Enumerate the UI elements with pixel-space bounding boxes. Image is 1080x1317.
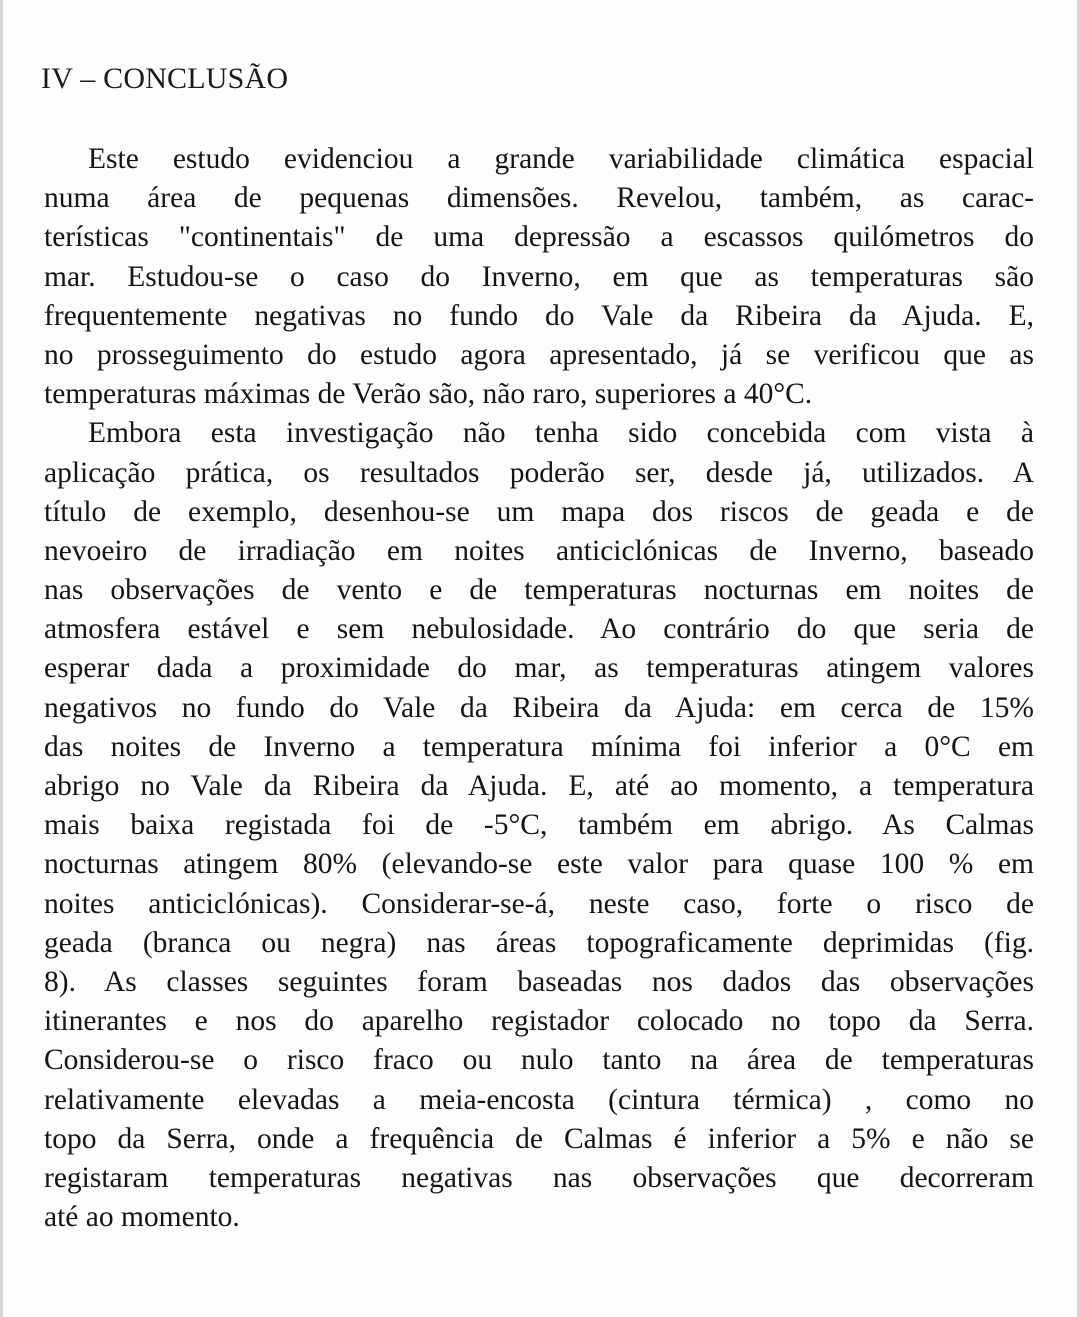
- paragraph: [44, 414, 1034, 1237]
- text-line: no prosseguimento do estudo agora apresentado, já se verificou que as: [44, 338, 1034, 371]
- text-line: título de exemplo, desenhou-se um mapa dos riscos de geada e de: [44, 495, 1034, 528]
- text-line: atmosfera estável e sem nebulosidade. Ao contrário do que seria de: [44, 613, 1034, 646]
- text-line: Este estudo evidenciou a grande variabilidade climática espacial: [88, 143, 1034, 175]
- text-line: terísticas "continentais" de uma depressão a escassos quilómetros do: [44, 221, 1034, 254]
- text-line: frequentemente negativas no fundo do Vale da Ribeira da Ajuda. E,: [44, 299, 1034, 332]
- text-line: geada (branca ou negra) nas áreas topograficamente deprimidas (fig.: [44, 926, 1034, 959]
- text-line: aplicação prática, os resultados poderão ser, desde já, utilizados. A: [44, 456, 1034, 489]
- text-line: das noites de Inverno a temperatura mínima foi inferior a 0°C em: [44, 730, 1034, 763]
- body-text: [44, 140, 1034, 1237]
- text-line: temperaturas máximas de Verão são, não raro, superiores a 40°C.: [44, 378, 813, 411]
- text-line: Considerou-se o risco fraco ou nulo tanto na área de temperaturas: [44, 1044, 1034, 1077]
- text-line: até ao momento.: [44, 1201, 240, 1234]
- text-line: itinerantes e nos do aparelho registador colocado no topo da Serra.: [44, 1005, 1034, 1038]
- text-line: registaram temperaturas negativas nas observações que decorreram: [44, 1161, 1034, 1194]
- text-line: topo da Serra, onde a frequência de Calmas é inferior a 5% e não se: [44, 1122, 1034, 1155]
- text-line: abrigo no Vale da Ribeira da Ajuda. E, até ao momento, a temperatura: [44, 770, 1034, 802]
- text-line: noites anticiclónicas). Considerar-se-á, neste caso, forte o risco de: [44, 887, 1034, 920]
- text-line: nevoeiro de irradiação em noites anticiclónicas de Inverno, baseado: [44, 534, 1034, 567]
- text-line: mar. Estudou-se o caso do Inverno, em que as temperaturas são: [44, 260, 1034, 293]
- paragraph: [44, 140, 1034, 414]
- section-heading: IV – CONCLUSÃO: [41, 62, 289, 95]
- text-line: negativos no fundo do Vale da Ribeira da Ajuda: em cerca de 15%: [44, 691, 1034, 724]
- text-line: Embora esta investigação não tenha sido concebida com vista à: [88, 417, 1034, 450]
- text-line: nocturnas atingem 80% (elevando-se este valor para quase 100 % em: [44, 848, 1034, 881]
- text-line: numa área de pequenas dimensões. Revelou, também, as carac-: [44, 182, 1034, 215]
- text-line: esperar dada a proximidade do mar, as temperaturas atingem valores: [44, 652, 1034, 685]
- text-line: relativamente elevadas a meia-encosta (cintura térmica) , como no: [44, 1083, 1034, 1116]
- text-line: nas observações de vento e de temperaturas nocturnas em noites de: [44, 574, 1034, 607]
- text-line: 8). As classes seguintes foram baseadas nos dados das observações: [44, 965, 1034, 998]
- text-line: mais baixa registada foi de -5°C, também em abrigo. As Calmas: [44, 809, 1034, 842]
